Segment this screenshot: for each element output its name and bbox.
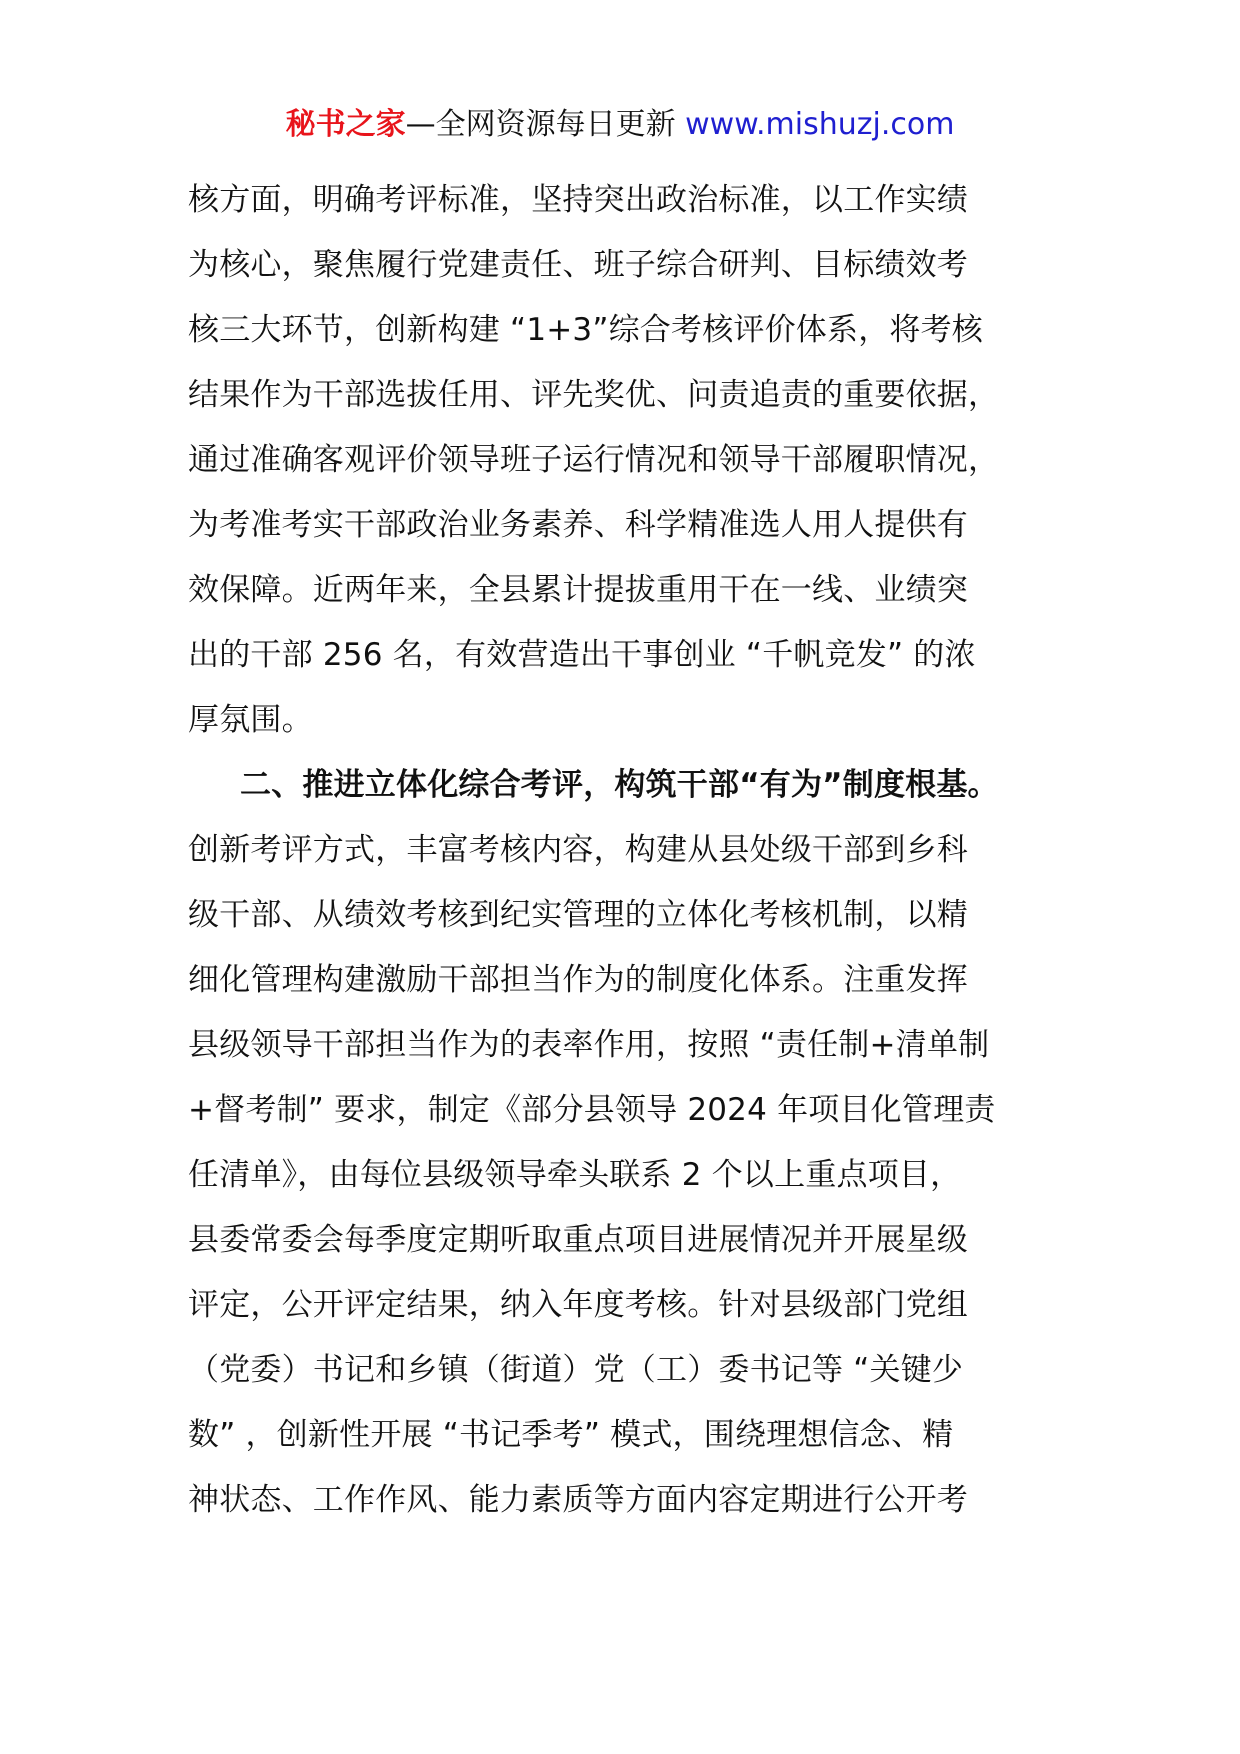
- paragraph-line: 通过准确客观评价领导班子运行情况和领导干部履职情况，: [188, 442, 1000, 478]
- paragraph-line: 县级领导干部担当作为的表率作用，按照 “责任制+清单制: [188, 1027, 990, 1063]
- paragraph-line: 核方面，明确考评标准，坚持突出政治标准，以工作实绩: [188, 182, 968, 218]
- paragraph-line: 效保障。近两年来，全县累计提拔重用干在一线、业绩突: [188, 572, 968, 608]
- paragraph-line: 为核心，聚焦履行党建责任、班子综合研判、目标绩效考: [188, 247, 968, 283]
- paragraph-line: 级干部、从绩效考核到纪实管理的立体化考核机制，以精: [188, 897, 968, 933]
- paragraph-line: 评定，公开评定结果，纳入年度考核。针对县级部门党组: [188, 1287, 968, 1323]
- brand-name: 秘书之家: [285, 107, 406, 142]
- header-slogan: —全网资源每日更新: [405, 107, 686, 142]
- site-url-link[interactable]: www.mishuzj.com: [685, 107, 955, 142]
- document-body: [188, 168, 1068, 1533]
- paragraph-line: 数” ，创新性开展 “书记季考” 模式，围绕理想信念、精: [188, 1417, 954, 1453]
- paragraph-line: +督考制” 要求，制定《部分县领导 2024 年项目化管理责: [188, 1092, 996, 1128]
- paragraph-line: 任清单》，由每位县级领导牵头联系 2 个以上重点项目，: [188, 1157, 962, 1193]
- paragraph-line: 结果作为干部选拔任用、评先奖优、问责追责的重要依据，: [188, 377, 1000, 413]
- paragraph-line: 县委常委会每季度定期听取重点项目进展情况并开展星级: [188, 1222, 968, 1258]
- paragraph-line: （党委）书记和乡镇（街道）党（工）委书记等 “关键少: [188, 1352, 964, 1388]
- paragraph-line: 神状态、工作作风、能力素质等方面内容定期进行公开考: [188, 1482, 968, 1518]
- section-heading: 二、推进立体化综合考评，构筑干部“有为”制度根基。: [240, 767, 999, 803]
- paragraph-line: 创新考评方式，丰富考核内容，构建从县处级干部到乡科: [188, 832, 968, 868]
- paragraph-line: 为考准考实干部政治业务素养、科学精准选人用人提供有: [188, 507, 968, 543]
- paragraph-line: 细化管理构建激励干部担当作为的制度化体系。注重发挥: [188, 962, 968, 998]
- paragraph-line: 厚氛围。: [188, 702, 313, 738]
- paragraph-line: 核三大环节，创新构建 “1+3”综合考核评价体系，将考核: [188, 312, 983, 348]
- page-header: [0, 103, 1240, 147]
- paragraph-line: 出的干部 256 名，有效营造出干事创业 “千帆竞发” 的浓: [188, 637, 976, 673]
